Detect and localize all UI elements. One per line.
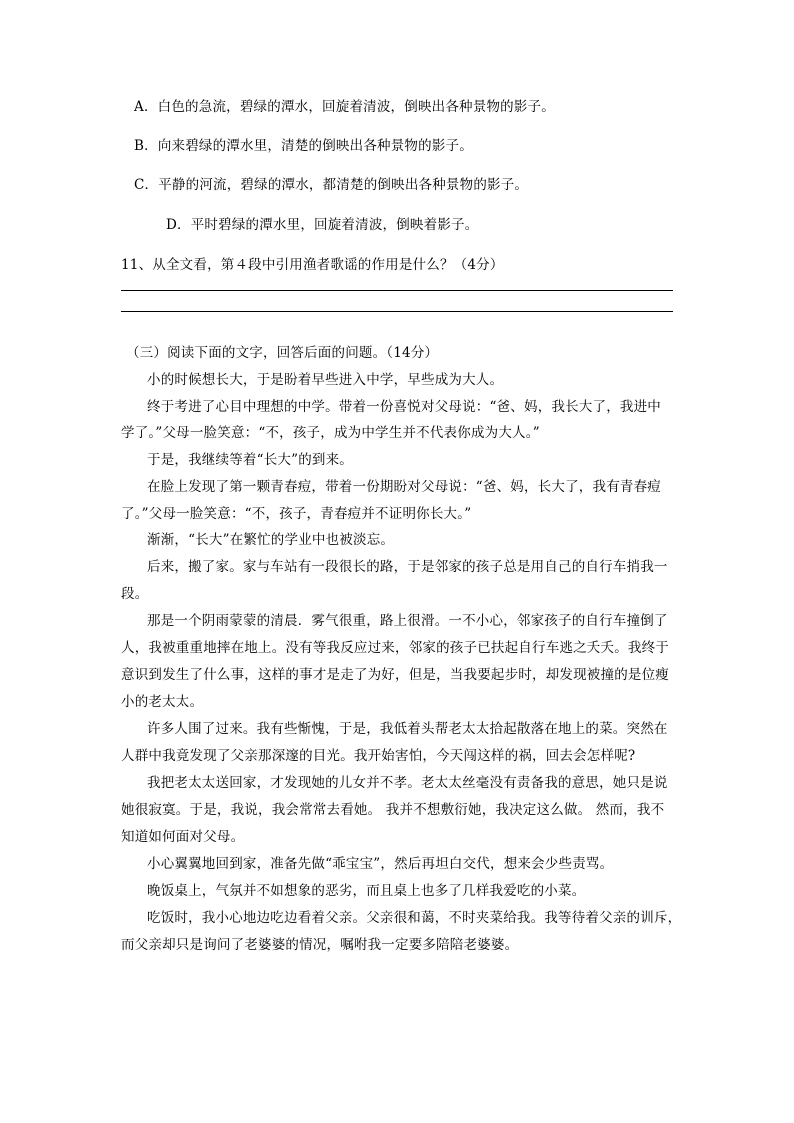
passage-line: 在脸上发现了第一颗青春痘，带着一份期盼对父母说：“爸、妈，长大了，我有青春痘 [147, 479, 662, 495]
passage-line: 段。 [121, 586, 149, 602]
answer-line-2 [121, 311, 673, 312]
question-11: 11、从全文看，第４段中引用渔者歌谣的作用是什么？（4分） [121, 257, 504, 273]
section-3-title: （三）阅读下面的文字，回答后面的问题。（14分） [126, 345, 439, 361]
passage-line: 意识到发生了什么事，这样的事才是走了为好，但是，当我要起步时，却发现被撞的是位瘦 [121, 667, 669, 683]
passage-line: 人，我被重重地摔在地上。没有等我反应过来，邻家的孩子已扶起自行车逃之夭夭。我终于 [121, 640, 669, 656]
passage-line: 吃饭时，我小心地边吃边看着父亲。父亲很和蔼，不时夹菜给我。我等待着父亲的训斥， [147, 910, 682, 926]
option-b: B．向来碧绿的潭水里，清楚的倒映出各种景物的影子。 [134, 138, 473, 154]
passage-line: 她很寂寞。于是，我说，我会常常去看她。 我并不想敷衍她，我决定这么做。 然而，我不 [121, 802, 665, 818]
passage-line: 人群中我竟发现了父亲那深邃的目光。我开始害怕，今天闯这样的祸，回去会怎样呢? [121, 748, 636, 764]
passage-line: 渐渐，“长大”在繁忙的学业中也被淡忘。 [147, 532, 395, 548]
passage-line: 而父亲却只是询问了老婆婆的情况，嘱咐我一定要多陪陪老婆婆。 [121, 937, 519, 953]
option-a: A．白色的急流，碧绿的潭水，回旋着清波，倒映出各种景物的影子。 [134, 99, 555, 115]
passage-line: 许多人围了过来。我有些惭愧，于是，我低着头帮老太太拾起散落在地上的菜。突然在 [147, 721, 668, 737]
passage-line: 晚饭桌上，气氛并不如想象的恶劣，而且桌上也多了几样我爱吃的小菜。 [147, 883, 586, 899]
passage-line: 小的时候想长大，于是盼着早些进入中学，早些成为大人。 [147, 372, 504, 388]
answer-line-1 [121, 290, 673, 291]
passage-line: 了。”父母一脸笑意：“不，孩子，青春痘并不证明你长大。” [121, 506, 472, 522]
passage-line: 那是一个阴雨蒙蒙的清晨．雾气很重，路上很滑。一不小心，邻家孩子的自行车撞倒了 [147, 613, 668, 629]
passage-line: 于是，我继续等着“长大”的到来。 [147, 452, 354, 468]
passage-line: 知道如何面对父母。 [121, 829, 245, 845]
passage-line: 小心翼翼地回到家，准备先做“乖宝宝”，然后再坦白交代，想来会少些责骂。 [147, 856, 614, 872]
passage-line: 终于考进了心目中理想的中学。带着一份喜悦对父母说：“爸、妈，我长大了，我进中 [147, 399, 662, 415]
option-d: D．平时碧绿的潭水里，回旋着清波，倒映着影子。 [166, 217, 479, 233]
passage-line: 小的老太太。 [121, 694, 204, 710]
passage-line: 后来，搬了家。家与车站有一段很长的路，于是邻家的孩子总是用自己的自行车捎我一 [147, 559, 668, 575]
passage-line: 学了。”父母一脸笑意：“不，孩子，成为中学生并不代表你成为大人。” [121, 425, 540, 441]
option-c: C．平静的河流，碧绿的潭水，都清楚的倒映出各种景物的影子。 [134, 177, 529, 193]
passage-line: 我把老太太送回家，才发现她的儿女并不孝。老太太丝毫没有责备我的意思，她只是说 [147, 775, 668, 791]
